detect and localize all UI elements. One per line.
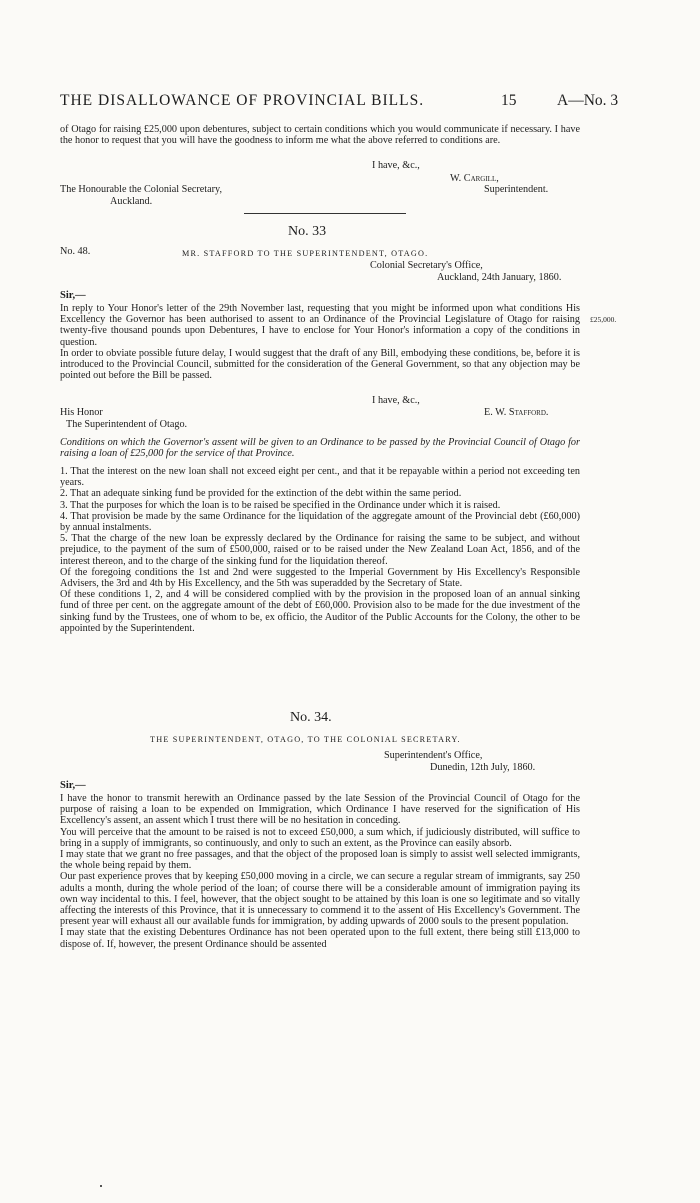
conditions-note-2: Of these conditions 1, 2, and 4 will be considered complied with by the provision in the proposed loan of an annual sinking fund of three per cent. on the aggregate amount of the debt of £60,000. Provision also to be made for the due investment of the sinking fund by the Trustees, one of whom to be, ex officio, the Auditor of the Public Accounts for the Colony, the other to be appointed by the Superintendent. [60, 589, 580, 634]
letter-33-heading: No. 33 [288, 224, 327, 239]
top-letter-addressee: The Honourable the Colonial Secretary, [60, 184, 222, 195]
top-letter-body [60, 124, 580, 146]
letter-33-office: Colonial Secretary's Office, [370, 260, 483, 271]
letter-34-salutation: Sir,— [60, 780, 86, 791]
conditions-title: Conditions on which the Governor's assent will be given to an Ordinance to be passed by the Provincial Council of Otago for raising a loan of £25,000 for the service of that Province. [60, 437, 580, 460]
letter-33-addressee: His Honor [60, 407, 103, 418]
letter-34-para2: You will perceive that the amount to be raised is not to exceed £50,000, a sum which, if judiciously distributed, will suffice to bring in a supply of immigrants, so continuously, and only to such an extent, as the Province can easily absorb. [60, 826, 580, 849]
top-letter-signature: W. Cargill, [450, 173, 499, 184]
top-letter-addressee-place: Auckland. [110, 196, 153, 207]
letter-34-para1: I have the honor to transmit herewith an Ordinance passed by the late Session of the Provincial Council of Otago for the purpose of raising a loan to be expended on Immigration, which Ordinance I have reserved for the signification of His Excellency's assent, an assent which I trust there will be no hesitation in conceding. [60, 793, 580, 827]
letter-34-from-to: THE SUPERINTENDENT, OTAGO, TO THE COLONIAL SECRETARY. [150, 735, 461, 744]
top-letter-text: of Otago for raising £25,000 upon debentures, subject to certain conditions which you would communicate if necessary. I have the honor to request that you will have the goodness to inform me what the above referred to conditions are. [60, 124, 580, 147]
letter-34-heading: No. 34. [290, 710, 332, 725]
condition-item: 5. That the charge of the new loan be expressly declared by the Ordinance for raising the same to be subject, and without prejudice, to the payment of the sum of £500,000, raised or to be raised under the New Zealand Loan Act, 1856, and of the interest thereon, and to the charge of the sinking fund for the liquidation thereof. [60, 533, 580, 567]
letter-33-addressee-title: The Superintendent of Otago. [66, 419, 188, 430]
letter-33-para1: In reply to Your Honor's letter of the 29th November last, requesting that you might be informed upon what conditions His Excellency the Governor has been authorised to assent to an Ordinance of the Provincial Legislature of Otago for raising twenty-five thousand pounds upon Debentures, I have to enclose for Your Honor's information a copy of the conditions in question. [60, 303, 580, 348]
condition-item: 4. That provision be made by the same Ordinance for the liquidation of the aggregate amount of the Provincial debt (£60,000) by annual instalments. [60, 510, 580, 534]
letter-33-closing: I have, &c., [372, 395, 420, 406]
condition-item: 2. That an adequate sinking fund be provided for the extinction of the debt within the same period. [60, 488, 462, 500]
running-header [0, 92, 640, 112]
letter-34-place-date: Dunedin, 12th July, 1860. [430, 762, 536, 773]
letter-33-signature: E. W. Stafford. [484, 407, 549, 418]
letter-33-para2: In order to obviate possible future delay, I would suggest that the draft of any Bill, embodying these conditions, be, before it is introduced to the Provincial Council, submitted for the consideration of the General Government, so that any objection may be pointed out before the Bill be passed. [60, 347, 580, 382]
margin-note: £25,000. [590, 315, 617, 324]
condition-item: 1. That the interest on the new loan shall not exceed eight per cent., and that it be repayable within a period not exceeding ten years. [60, 466, 580, 489]
page-title: THE DISALLOWANCE OF PROVINCIAL BILLS. [60, 92, 425, 109]
conditions-note-1: Of the foregoing conditions the 1st and 2nd were suggested to the Imperial Government by His Excellency's Responsible Advisers, the 3rd and 4th by His Excellency, and the 5th was superadded by the Secretary of State. [60, 566, 580, 590]
letter-33-body [60, 303, 580, 381]
document-code: A—No. 3 [557, 92, 619, 109]
letter-34-body [60, 793, 580, 950]
letter-34-office: Superintendent's Office, [384, 750, 483, 761]
page-number: 15 [501, 92, 517, 109]
letter-33-salutation: Sir,— [60, 290, 86, 301]
letter-33-ref-number: No. 48. [60, 246, 91, 257]
letter-33-place-date: Auckland, 24th January, 1860. [437, 272, 562, 283]
top-letter-closing: I have, &c., [372, 160, 420, 171]
top-letter-signature-title: Superintendent. [484, 184, 549, 195]
letter-34-para4: Our past experience proves that by keeping £50,000 moving in a circle, we can secure a regular stream of immigrants, say 250 adults a month, during the whole period of the loan; of course there will be a considerable amount of immigration paying its own way incidental to this. I feel, however, that the object sought to be attained by this loan is one so legitimate and so vitally affecting the interests of this Province, that it is unnecessary to commend it to the assent of His Excellency's Government. The present year will exhaust all our available funds for immigration, by adding upwards of 2000 souls to the present population. [60, 871, 580, 928]
print-mark [100, 1185, 102, 1187]
divider [244, 213, 406, 214]
letter-34-para3: I may state that we grant no free passages, and that the object of the proposed loan is simply to assist well selected immigrants, the whole being repaid by them. [60, 849, 580, 872]
letter-33-from-to: MR. STAFFORD TO THE SUPERINTENDENT, OTAGO. [182, 249, 429, 258]
condition-item: 3. That the purposes for which the loan is to be raised be specified in the Ordinance under which it is raised. [60, 499, 501, 511]
letter-34-para5: I may state that the existing Debentures Ordinance has not been operated upon to the full extent, there being still £13,000 to dispose of. If, however, the present Ordinance should be assented [60, 927, 580, 950]
conditions-list [60, 466, 580, 634]
